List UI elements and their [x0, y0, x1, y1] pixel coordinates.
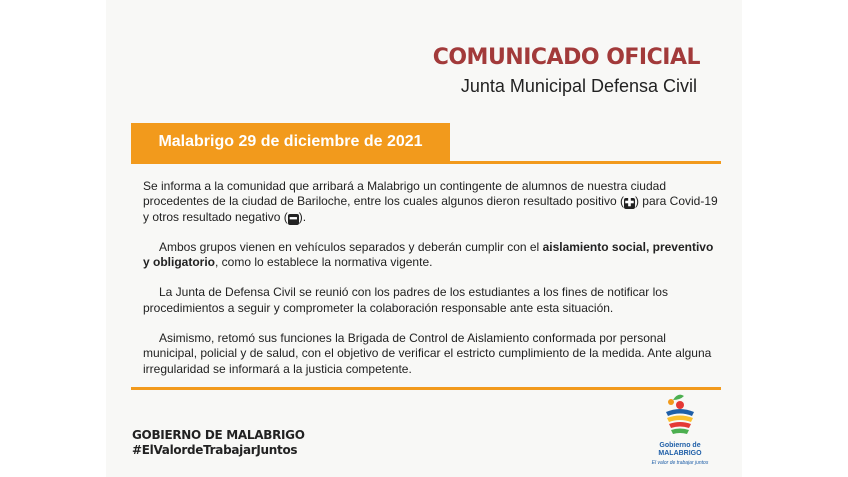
page-title: COMUNICADO OFICIAL	[432, 45, 700, 70]
logo-line1: Gobierno de	[659, 442, 701, 449]
announcement-body	[143, 179, 723, 392]
paragraph-1	[143, 179, 723, 225]
divider-bottom	[131, 387, 721, 390]
divider-top	[131, 161, 721, 164]
plus-icon: ✚	[624, 197, 635, 210]
malabrigo-logo-mark	[640, 390, 720, 442]
paragraph-2	[143, 240, 723, 271]
p2-text-a: Ambos grupos vienen en vehículos separados y deberán cumplir con el	[159, 239, 543, 254]
minus-icon: ━	[288, 214, 299, 225]
p1-text-a: Se informa a la comunidad que arribará a Malabrigo un contingente de alumnos de nuestra ciudad procedentes de la ciudad de Bariloche, entre los cuales algunos dieron resultado positivo (	[143, 179, 666, 209]
date-banner: Malabrigo 29 de diciembre de 2021	[131, 123, 450, 161]
p2-text-b: , como lo establece la normativa vigente.	[215, 255, 433, 270]
p1-text-b: ) para Covid-19 y otros resultado negativo (	[143, 194, 718, 224]
logo-name	[640, 442, 720, 458]
p1-text-c: ).	[298, 209, 307, 224]
logo-line2: MALABRIGO	[658, 450, 702, 457]
logo-slogan: El valor de trabajar juntos	[651, 460, 709, 466]
footer-government-name: GOBIERNO DE MALABRIGO	[132, 428, 305, 442]
malabrigo-logo	[640, 390, 720, 470]
paragraph-3: La Junta de Defensa Civil se reunió con los padres de los estudiantes a los fines de notificar los procedimientos a seguir y comprometer la colaboración responsable ante esta situación.	[143, 285, 668, 315]
paragraph-4: Asimismo, retomó sus funciones la Brigada de Control de Aislamiento conformada por personal municipal, policial y de salud, con el objetivo de verificar el estricto cumplimiento de la medida. Ante alguna irregularidad se informará a la justicia competente.	[143, 331, 712, 376]
footer-hashtag: #ElValordeTrabajarJuntos	[132, 443, 298, 457]
p2-bold: aislamiento social, preventivo y obligatorio	[143, 239, 714, 270]
page-subtitle: Junta Municipal Defensa Civil	[460, 76, 697, 96]
